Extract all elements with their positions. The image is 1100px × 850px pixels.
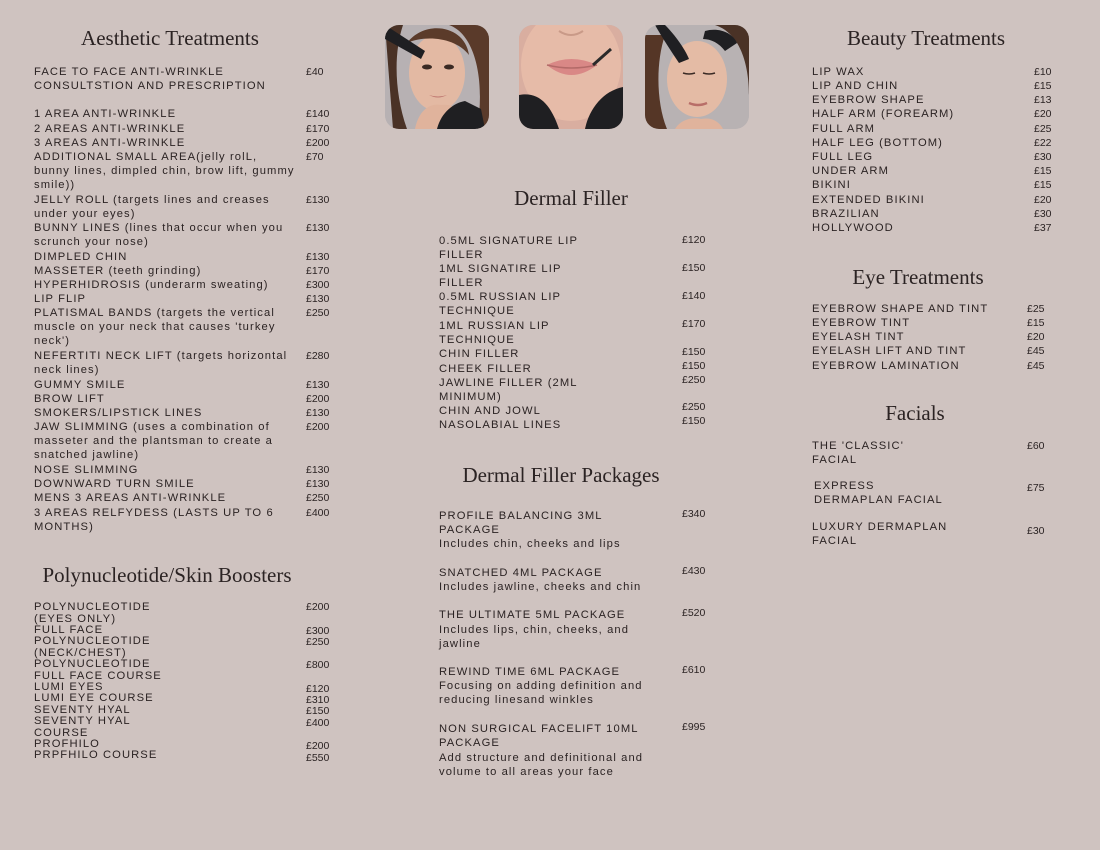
aesthetic-item-price: £130 xyxy=(306,251,330,263)
filler-item-name: 1ML RUSSIAN LIP TECHNIQUE xyxy=(439,320,550,347)
beauty-item-name: LIP AND CHIN xyxy=(812,80,899,92)
poly-item-price: £250 xyxy=(306,636,330,648)
aesthetic-item-name: HYPERHIDROSIS (underarm sweating) xyxy=(34,279,269,291)
poly-item-name: FULL FACE xyxy=(34,624,104,636)
beauty-item-name: BIKINI xyxy=(812,179,851,191)
eye-item-price: £20 xyxy=(1027,331,1045,343)
poly-item-price: £550 xyxy=(306,752,330,764)
package-item-name: NON SURGICAL FACELIFT 10ML PACKAGE xyxy=(439,723,639,750)
aesthetic-item-price: £170 xyxy=(306,265,330,277)
filler-item-name: CHIN FILLER xyxy=(439,348,520,360)
poly-item-name: SEVENTY HYAL COURSE xyxy=(34,715,131,739)
aesthetic-item-name: NOSE SLIMMING xyxy=(34,464,139,476)
beauty-item-name: BRAZILIAN xyxy=(812,208,880,220)
aesthetic-item-name: PLATISMAL BANDS (targets the vertical muscle on your neck that causes 'turkey neck') xyxy=(34,307,276,348)
beauty-item-price: £15 xyxy=(1034,80,1052,92)
filler-item-name: CHIN AND JOWL xyxy=(439,405,541,417)
aesthetic-item-name: GUMMY SMILE xyxy=(34,379,126,391)
eye-item-price: £25 xyxy=(1027,303,1045,315)
beauty-item-price: £37 xyxy=(1034,222,1052,234)
facial-item-name: LUXURY DERMAPLAN FACIAL xyxy=(812,521,948,548)
packages-heading: Dermal Filler Packages xyxy=(462,463,660,487)
aesthetic-item-price: £200 xyxy=(306,137,330,149)
aesthetic-item-name: 1 AREA ANTI-WRINKLE xyxy=(34,108,177,120)
beauty-item-price: £30 xyxy=(1034,151,1052,163)
facial-item-price: £60 xyxy=(1027,440,1045,452)
eye-item-name: EYELASH TINT xyxy=(812,331,905,343)
filler-item-name: 1ML SIGNATIRE LIP FILLER xyxy=(439,263,562,290)
package-item-name: REWIND TIME 6ML PACKAGE xyxy=(439,666,621,678)
aesthetic-item-name: 3 AREAS ANTI-WRINKLE xyxy=(34,137,186,149)
aesthetic-item-name: NEFERTITI NECK LIFT (targets horizontal neck lines) xyxy=(34,350,288,377)
aesthetic-item-price: £130 xyxy=(306,194,330,206)
filler-item-name: JAWLINE FILLER (2ML MINIMUM) xyxy=(439,377,578,404)
aesthetic-item-name: LIP FLIP xyxy=(34,293,87,305)
package-item-description: Add structure and definitional and volume to all areas your face xyxy=(439,752,644,779)
eye-item-name: EYEBROW SHAPE AND TINT xyxy=(812,303,989,315)
facial-item-price: £75 xyxy=(1027,482,1045,494)
beauty-item-name: EYEBROW SHAPE xyxy=(812,94,925,106)
package-item-description: Includes jawline, cheeks and chin xyxy=(439,581,642,593)
eye-item-price: £45 xyxy=(1027,345,1045,357)
poly-item-price: £310 xyxy=(306,694,330,706)
aesthetic-heading: Aesthetic Treatments xyxy=(81,26,259,50)
aesthetic-item-price: £40 xyxy=(306,66,324,78)
beauty-item-price: £30 xyxy=(1034,208,1052,220)
aesthetic-item-price: £130 xyxy=(306,222,330,234)
package-item-description: Focusing on adding definition and reducing linesand winkles xyxy=(439,680,643,707)
filler-item-price: £170 xyxy=(682,318,706,330)
aesthetic-item-price: £130 xyxy=(306,379,330,391)
package-item-description: Includes lips, chin, cheeks, and jawline xyxy=(439,624,630,651)
beauty-item-price: £13 xyxy=(1034,94,1052,106)
filler-item-price: £140 xyxy=(682,290,706,302)
filler-item-price: £150 xyxy=(682,346,706,358)
eye-item-name: EYEBROW TINT xyxy=(812,317,911,329)
poly-item-price: £200 xyxy=(306,601,330,613)
photo-brow-treatment xyxy=(645,25,749,129)
aesthetic-item-name: 3 AREAS RELFYDESS (LASTS UP TO 6 MONTHS) xyxy=(34,507,274,534)
beauty-item-price: £22 xyxy=(1034,137,1052,149)
aesthetic-item-price: £250 xyxy=(306,307,330,319)
package-item-description: Includes chin, cheeks and lips xyxy=(439,538,621,550)
aesthetic-item-price: £200 xyxy=(306,421,330,433)
aesthetic-item-price: £70 xyxy=(306,151,324,163)
eye-item-price: £15 xyxy=(1027,317,1045,329)
facials-heading: Facials xyxy=(885,401,945,425)
poly-item-price: £120 xyxy=(306,683,330,695)
photo-lip-filler xyxy=(519,25,623,129)
beauty-item-price: £25 xyxy=(1034,123,1052,135)
eye-item-name: EYELASH LIFT AND TINT xyxy=(812,345,967,357)
aesthetic-item-name: 2 AREAS ANTI-WRINKLE xyxy=(34,123,186,135)
package-item-price: £610 xyxy=(682,664,706,676)
eye-item-name: EYEBROW LAMINATION xyxy=(812,360,960,372)
aesthetic-item-name: MASSETER (teeth grinding) xyxy=(34,265,202,277)
aesthetic-item-price: £140 xyxy=(306,108,330,120)
beauty-item-name: HOLLYWOOD xyxy=(812,222,894,234)
beauty-heading: Beauty Treatments xyxy=(846,26,1006,50)
filler-item-name: 0.5ML SIGNATURE LIP FILLER xyxy=(439,235,578,262)
aesthetic-item-price: £130 xyxy=(306,464,330,476)
beauty-item-price: £20 xyxy=(1034,194,1052,206)
aesthetic-item-name: BUNNY LINES (lines that occur when you scrunch your nose) xyxy=(34,222,284,249)
eye-item-price: £45 xyxy=(1027,360,1045,372)
aesthetic-item-price: £300 xyxy=(306,279,330,291)
poly-item-price: £200 xyxy=(306,740,330,752)
beauty-item-price: £15 xyxy=(1034,179,1052,191)
package-item-price: £340 xyxy=(682,508,706,520)
filler-item-price: £120 xyxy=(682,234,706,246)
aesthetic-item-price: £280 xyxy=(306,350,330,362)
aesthetic-item-name: FACE TO FACE ANTI-WRINKLE CONSULTSTION AND PRESCRIPTION xyxy=(34,66,266,93)
filler-item-price: £150 xyxy=(682,360,706,372)
aesthetic-item-name: ADDITIONAL SMALL AREA(jelly rolL, bunny lines, dimpled chin, brow lift, gummy smile)) xyxy=(34,151,295,192)
aesthetic-item-name: JAW SLIMMING (uses a combination of masseter and the plantsman to create a snatched jawline) xyxy=(34,421,273,462)
filler-item-price: £250 xyxy=(682,401,706,413)
aesthetic-item-price: £130 xyxy=(306,407,330,419)
facial-item-price: £30 xyxy=(1027,525,1045,537)
beauty-item-name: FULL ARM xyxy=(812,123,876,135)
poly-item-price: £400 xyxy=(306,717,330,729)
beauty-item-name: UNDER ARM xyxy=(812,165,890,177)
poly-item-name: POLYNUCLEOTIDE (EYES ONLY) xyxy=(34,601,151,625)
facial-item-name: EXPRESS DERMAPLAN FACIAL xyxy=(814,480,943,507)
poly-item-price: £800 xyxy=(306,659,330,671)
beauty-item-name: HALF ARM (FOREARM) xyxy=(812,108,955,120)
photo-woman-injection xyxy=(385,25,489,129)
aesthetic-item-name: BROW LIFT xyxy=(34,393,105,405)
filler-item-price: £150 xyxy=(682,415,706,427)
filler-item-name: 0.5ML RUSSIAN LIP TECHNIQUE xyxy=(439,291,561,318)
beauty-item-name: FULL LEG xyxy=(812,151,874,163)
beauty-item-name: HALF LEG (BOTTOM) xyxy=(812,137,944,149)
aesthetic-item-name: MENS 3 AREAS ANTI-WRINKLE xyxy=(34,492,227,504)
filler-item-price: £250 xyxy=(682,374,706,386)
package-item-name: SNATCHED 4ML PACKAGE xyxy=(439,567,603,579)
poly-item-name: PRPFHILO COURSE xyxy=(34,749,158,761)
poly-item-name: POLYNUCLEOTIDE (NECK/CHEST) xyxy=(34,635,151,659)
package-item-name: THE ULTIMATE 5ML PACKAGE xyxy=(439,609,626,621)
package-item-price: £430 xyxy=(682,565,706,577)
aesthetic-item-price: £200 xyxy=(306,393,330,405)
eye-heading: Eye Treatments xyxy=(852,265,984,289)
package-item-name: PROFILE BALANCING 3ML PACKAGE xyxy=(439,510,603,537)
filler-item-name: CHEEK FILLER xyxy=(439,363,532,375)
aesthetic-item-price: £250 xyxy=(306,492,330,504)
beauty-item-name: EXTENDED BIKINI xyxy=(812,194,925,206)
beauty-item-name: LIP WAX xyxy=(812,66,865,78)
aesthetic-item-price: £400 xyxy=(306,507,330,519)
aesthetic-item-name: SMOKERS/LIPSTICK LINES xyxy=(34,407,203,419)
poly-item-price: £300 xyxy=(306,625,330,637)
beauty-item-price: £20 xyxy=(1034,108,1052,120)
poly-item-name: LUMI EYE COURSE xyxy=(34,692,154,704)
filler-heading: Dermal Filler xyxy=(514,186,628,210)
poly-item-name: PROFHILO xyxy=(34,738,100,750)
filler-item-name: NASOLABIAL LINES xyxy=(439,419,562,431)
aesthetic-item-price: £170 xyxy=(306,123,330,135)
facial-item-name: THE 'CLASSIC' FACIAL xyxy=(812,440,904,467)
aesthetic-item-name: JELLY ROLL (targets lines and creases under your eyes) xyxy=(34,194,270,221)
poly-item-name: POLYNUCLEOTIDE FULL FACE COURSE xyxy=(34,658,162,682)
aesthetic-item-name: DIMPLED CHIN xyxy=(34,251,128,263)
poly-item-name: LUMI EYES xyxy=(34,681,104,693)
poly-heading: Polynucleotide/Skin Boosters xyxy=(42,563,292,587)
filler-item-price: £150 xyxy=(682,262,706,274)
beauty-item-price: £15 xyxy=(1034,165,1052,177)
poly-item-name: SEVENTY HYAL xyxy=(34,704,131,716)
aesthetic-item-price: £130 xyxy=(306,478,330,490)
beauty-item-price: £10 xyxy=(1034,66,1052,78)
package-item-price: £520 xyxy=(682,607,706,619)
aesthetic-item-name: DOWNWARD TURN SMILE xyxy=(34,478,195,490)
poly-item-price: £150 xyxy=(306,705,330,717)
aesthetic-item-price: £130 xyxy=(306,293,330,305)
package-item-price: £995 xyxy=(682,721,706,733)
